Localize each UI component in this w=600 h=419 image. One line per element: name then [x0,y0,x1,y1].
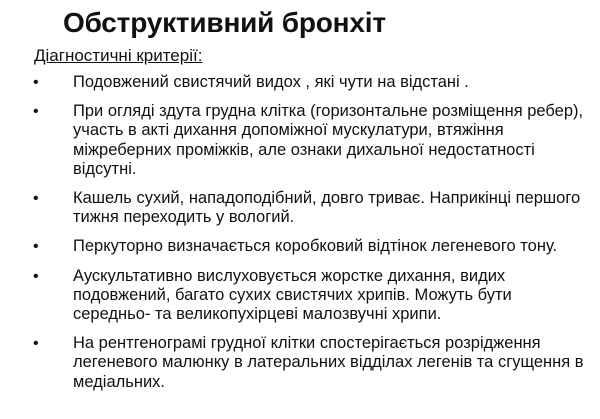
list-item-text: При огляді здута грудна клітка (горизонтальне розміщення ребер), участь в акті дихання допоміжної мускулатури, втяжіння міжреберних проміжків, але ознаки дихальної недостатності відсутні. [73,102,584,178]
list-item [0,102,600,179]
list-item [0,73,600,92]
list-item [0,237,600,256]
criteria-list [0,73,600,402]
list-item [0,267,600,325]
slide-subtitle: Діагностичні критерії: [34,46,203,65]
list-item-text: Перкуторно визначається коробковий відтінок легеневого тону. [73,237,558,256]
bullet-icon: • [33,267,39,285]
bullet-icon: • [33,103,39,121]
list-item [0,189,600,227]
list-item-text: Кашель сухий, нападоподібний, довго триває. Наприкінці першого тижня переходить у вологий. [73,189,581,227]
bullet-icon: • [33,238,39,256]
bullet-icon: • [33,190,39,208]
slide-title: Обструктивний бронхіт [63,7,386,38]
list-item-text: На рентгенограмі грудної клітки спостерігається розрідження легеневого малюнку в латеральних відділах легенів та сгущення в медіальних. [73,334,584,391]
bullet-icon: • [33,74,39,91]
bullet-icon: • [33,335,39,353]
list-item [0,334,600,392]
list-item-text: Аускультативно вислуховується жорстке дихання, видих подовжений, багато сухих свистячих хрипів. Можуть бути середньо- та великопухірцеві малозвучні хрипи. [73,266,512,324]
list-item-text: Подовжений свистячий видох , які чути на відстані . [73,73,469,91]
